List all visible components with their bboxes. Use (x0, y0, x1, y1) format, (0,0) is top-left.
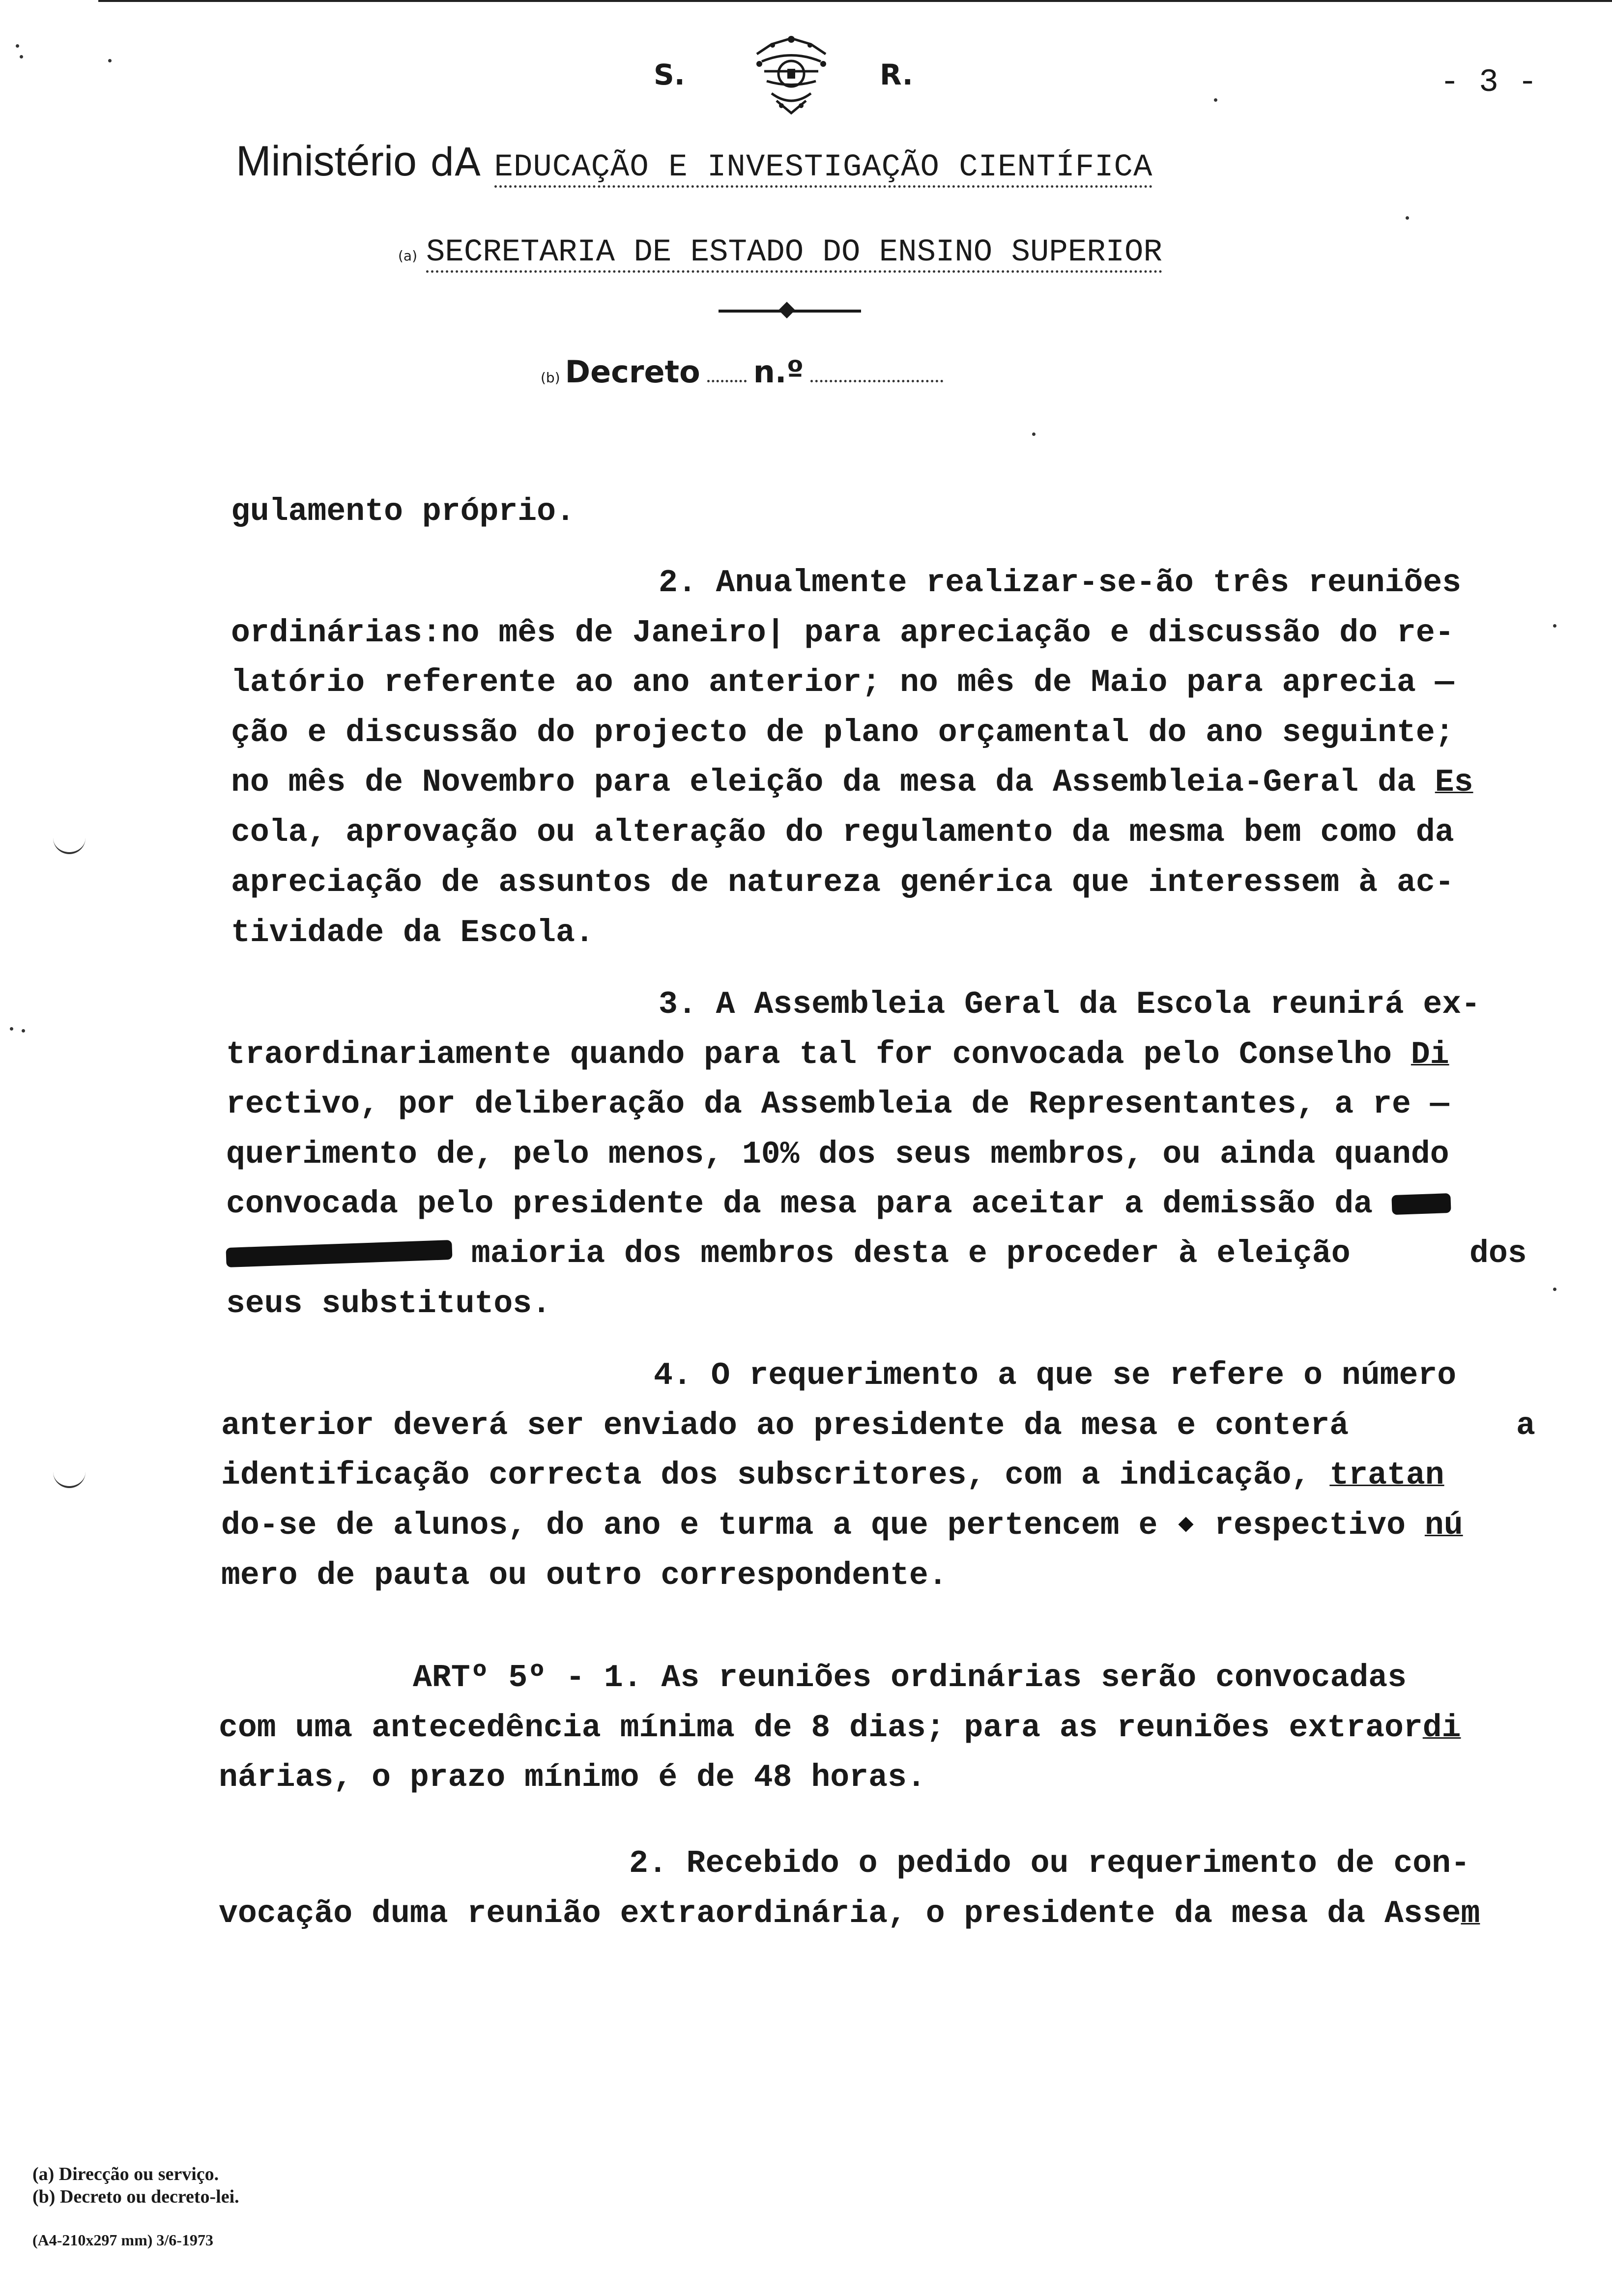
footnote-a: (a) Direcção ou serviço. (32, 2164, 219, 2184)
decree-line (541, 354, 950, 390)
ministry-heading (236, 137, 1152, 186)
binding-hole-mark (53, 1464, 86, 1488)
scan-speck (1406, 216, 1409, 220)
text-line: com uma antecedência mínima de 8 dias; para as reuniões extraordi (219, 1710, 1461, 1746)
text-line: 4. O requerimento a que se refere o número (654, 1358, 1457, 1394)
text-line-tail: a (1516, 1408, 1535, 1444)
scan-speck (20, 55, 23, 58)
scan-speck (1032, 432, 1036, 436)
text-line: gulamento próprio. (231, 494, 575, 530)
decree-blank (707, 380, 747, 382)
text-line-tail: dos (1469, 1236, 1527, 1272)
text-line: cola, aprovação ou alteração do regulamento da mesma bem como da (231, 815, 1454, 851)
s-letter: S. (654, 58, 685, 91)
scan-speck (1214, 98, 1217, 102)
ink-flourish-icon (1177, 1516, 1195, 1535)
text-line: do-se de alunos, do ano e turma a que pertencem e respectivo nú (221, 1508, 1463, 1544)
text-line: mero de pauta ou outro correspondente. (221, 1558, 948, 1594)
hyphen-split: Es (1435, 765, 1473, 801)
scan-speck (1553, 1288, 1556, 1291)
text-line: apreciação de assuntos de natureza genérica que interessem à ac- (231, 865, 1454, 901)
text-line: rectivo, por deliberação da Assembleia de Representantes, a re — (226, 1087, 1449, 1122)
footnote-b: (b) Decreto ou decreto-lei. (32, 2186, 239, 2207)
text-line: 2. Recebido o pedido ou requerimento de con- (629, 1846, 1470, 1882)
text-line: seus substitutos. (226, 1286, 551, 1322)
text-line: latório referente ao ano anterior; no mês de Maio para aprecia — (231, 665, 1454, 701)
text-line: querimento de, pelo menos, 10% dos seus membros, ou ainda quando (226, 1137, 1449, 1173)
text-line: 2. Anualmente realizar-se-ão três reuniões (659, 565, 1462, 601)
text-line: vocação duma reunião extraordinária, o presidente da mesa da Assem (219, 1896, 1480, 1932)
hyphen-split: m (1461, 1896, 1480, 1932)
scan-speck (108, 59, 112, 62)
r-letter: R. (880, 58, 913, 91)
decree-number-blank (810, 380, 943, 382)
text-line: convocada pelo presidente da mesa para aceitar a demissão da (226, 1186, 1451, 1222)
ministry-name: EDUCAÇÃO E INVESTIGAÇÃO CIENTÍFICA (494, 150, 1153, 188)
redaction-mark (226, 1240, 452, 1267)
decree-number-label: n.º (753, 354, 804, 390)
redaction-mark (1391, 1193, 1451, 1215)
text-line: tividade da Escola. (231, 915, 594, 951)
secretariat-line (398, 235, 1162, 270)
text-line: ordinárias:no mês de Janeiro| para apreciação e discussão do re- (231, 615, 1454, 651)
scan-speck (10, 1027, 13, 1031)
secretariat-marker: (a) (398, 248, 418, 264)
ministry-da: dA (430, 141, 481, 185)
hyphen-split: Di (1410, 1037, 1449, 1073)
coat-of-arms-icon (742, 34, 840, 118)
text-line: ção e discussão do projecto de plano orçamental do ano seguinte; (231, 715, 1454, 751)
secretariat-name: SECRETARIA DE ESTADO DO ENSINO SUPERIOR (426, 235, 1162, 273)
scan-speck (22, 1029, 25, 1033)
text-line: ARTº 5º - 1. As reuniões ordinárias serão convocadas (413, 1660, 1407, 1696)
hyphen-split: di (1422, 1710, 1461, 1746)
text-line: 3. A Assembleia Geral da Escola reunirá ex- (659, 987, 1481, 1023)
scan-speck (1553, 624, 1556, 628)
text-line: no mês de Novembro para eleição da mesa da Assembleia-Geral da Es (231, 765, 1473, 801)
top-rule (98, 0, 1612, 2)
text-line: traordinariamente quando para tal for convocada pelo Conselho Di (226, 1037, 1449, 1073)
decree-label: Decreto (565, 354, 700, 390)
text-line: anterior deverá ser enviado ao presidente da mesa e conterá (221, 1408, 1349, 1444)
scan-speck (16, 44, 19, 48)
hyphen-split: nú (1424, 1508, 1463, 1544)
hyphen-split: tratan (1329, 1458, 1444, 1493)
decree-marker: (b) (541, 370, 560, 386)
text-line: nárias, o prazo mínimo é de 48 horas. (219, 1760, 926, 1796)
page-number: - 3 - (1440, 64, 1538, 101)
text-line: identificação correcta dos subscritores, com a indicação, tratan (221, 1458, 1444, 1493)
divider-diamond-icon (778, 302, 795, 318)
binding-hole-mark (53, 831, 86, 854)
ministry-prefix: Ministério (236, 138, 417, 185)
text-line: maioria dos membros desta e proceder à eleição (226, 1236, 1351, 1272)
print-reference: (A4-210x297 mm) 3/6-1973 (32, 2231, 213, 2249)
